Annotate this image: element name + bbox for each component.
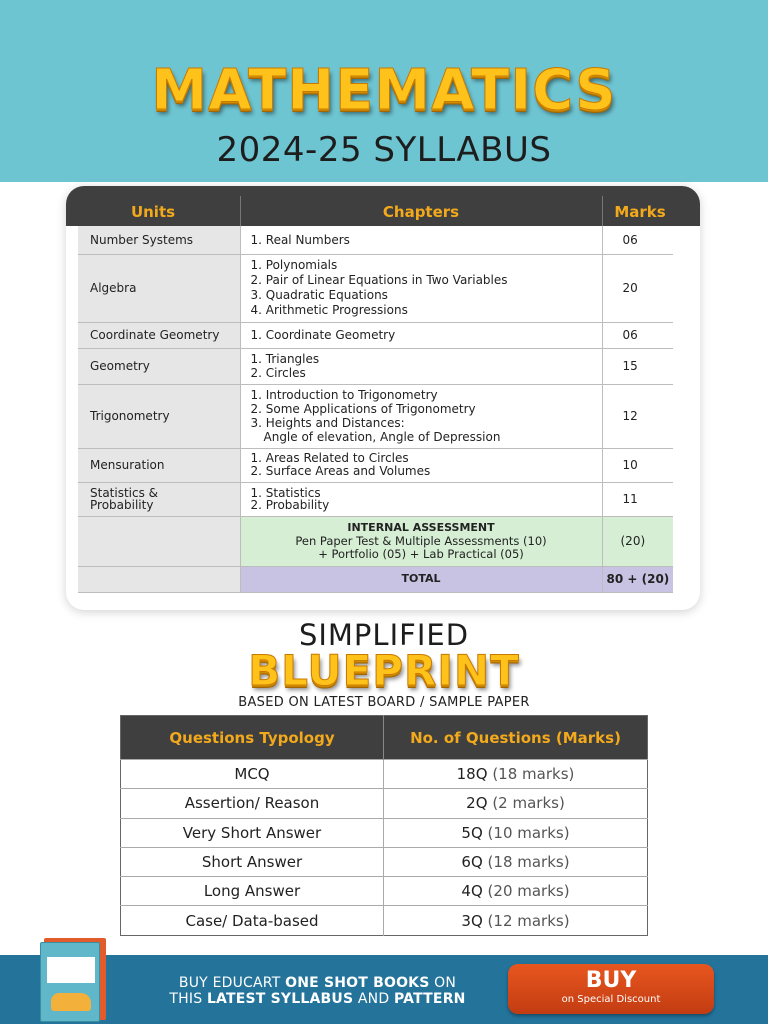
- table-row: [121, 877, 648, 906]
- questions-cell: [384, 906, 648, 935]
- chapters-cell: [240, 254, 602, 322]
- chapter-line: 2. Surface Areas and Volumes: [250, 464, 431, 478]
- blueprint-table: [120, 715, 648, 936]
- typology-cell: Case/ Data-based: [121, 906, 384, 935]
- footer-promo-text: [140, 975, 495, 1007]
- header-band: [0, 0, 768, 182]
- question-count: 3Q: [461, 911, 483, 930]
- footer-text-bold: ONE SHOT BOOKS: [285, 975, 430, 991]
- syllabus-table-header: [66, 186, 700, 226]
- questions-cell: [384, 760, 648, 789]
- chapter-line: 3. Quadratic Equations: [250, 288, 388, 302]
- table-row: [121, 789, 648, 818]
- internal-assessment-title: INTERNAL ASSESSMENT: [347, 521, 495, 534]
- blueprint-header-row: [121, 716, 648, 760]
- internal-assessment-cell: [240, 516, 602, 566]
- questions-cell: [384, 789, 648, 818]
- table-row: [121, 906, 648, 935]
- question-marks: (18 marks): [487, 853, 570, 872]
- total-marks: 80 + (20): [602, 566, 673, 592]
- marks-cell: 12: [602, 384, 673, 448]
- total-label: TOTAL: [240, 566, 602, 592]
- table-row: [121, 760, 648, 789]
- chapters-cell: [240, 226, 602, 254]
- page-title: MATHEMATICS: [151, 58, 617, 123]
- chapter-line: 4. Arithmetic Progressions: [250, 303, 408, 317]
- chapter-line: 1. Statistics: [250, 486, 321, 500]
- unit-cell: Algebra: [78, 254, 240, 322]
- unit-cell: Mensuration: [78, 448, 240, 482]
- marks-cell: 20: [602, 254, 673, 322]
- question-count: 6Q: [461, 853, 483, 872]
- footer-text-segment: THIS: [169, 991, 207, 1007]
- marks-cell: 11: [602, 482, 673, 516]
- typology-cell: Short Answer: [121, 847, 384, 876]
- question-marks: (20 marks): [487, 882, 570, 901]
- buy-button-label: BUY: [585, 968, 637, 993]
- chapter-line: 2. Some Applications of Trigonometry: [250, 402, 476, 416]
- book-car-illustration: [51, 993, 91, 1011]
- internal-assessment-line: Pen Paper Test & Multiple Assessments (10): [295, 534, 547, 548]
- chapter-line: 3. Heights and Distances:: [250, 416, 405, 430]
- table-row: [121, 847, 648, 876]
- chapters-cell: [240, 384, 602, 448]
- question-count: 18Q: [456, 765, 488, 784]
- unit-cell: [78, 482, 240, 516]
- internal-assessment-row: [78, 516, 673, 566]
- chapter-line: 1. Coordinate Geometry: [250, 328, 396, 342]
- footer-line-2: [140, 991, 495, 1007]
- footer-text-segment: ON: [429, 975, 457, 991]
- chapter-line: Angle of elevation, Angle of Depression: [263, 430, 501, 444]
- unit-cell: [78, 516, 240, 566]
- unit-cell: Trigonometry: [78, 384, 240, 448]
- book-cover-icon[interactable]: [40, 938, 108, 1022]
- syllabus-table: [78, 226, 673, 593]
- marks-cell: 10: [602, 448, 673, 482]
- unit-line: Statistics &: [90, 486, 159, 500]
- questions-cell: [384, 847, 648, 876]
- typology-cell: Very Short Answer: [121, 818, 384, 847]
- marks-cell: (20): [602, 516, 673, 566]
- column-header-marks: Marks: [614, 203, 666, 221]
- marks-cell: 06: [602, 226, 673, 254]
- footer-text-segment: BUY EDUCART: [178, 975, 286, 991]
- buy-button[interactable]: [508, 964, 714, 1014]
- internal-assessment-line: + Portfolio (05) + Lab Practical (05): [318, 547, 524, 561]
- column-header-chapters: Chapters: [382, 203, 460, 221]
- chapter-line: 1. Polynomials: [250, 258, 338, 272]
- table-row: [78, 322, 673, 348]
- table-row: [78, 384, 673, 448]
- column-header-units: Units: [130, 203, 176, 221]
- typology-cell: Long Answer: [121, 877, 384, 906]
- blueprint-title: BLUEPRINT: [248, 646, 520, 695]
- footer-text-bold: LATEST SYLLABUS: [206, 991, 354, 1007]
- footer-text-segment: AND: [353, 991, 394, 1007]
- table-row: [78, 254, 673, 322]
- table-row: [78, 482, 673, 516]
- blueprint-title-small: SIMPLIFIED: [298, 618, 470, 652]
- question-count: 2Q: [466, 794, 488, 813]
- chapters-cell: [240, 322, 602, 348]
- total-row: [78, 566, 673, 592]
- question-count: 5Q: [461, 823, 483, 842]
- table-row: [121, 818, 648, 847]
- book-front-cover: [40, 942, 100, 1022]
- table-row: [78, 348, 673, 384]
- chapter-line: 2. Probability: [250, 498, 330, 512]
- unit-cell: Number Systems: [78, 226, 240, 254]
- unit-cell: Coordinate Geometry: [78, 322, 240, 348]
- questions-cell: [384, 818, 648, 847]
- chapter-line: 1. Real Numbers: [250, 232, 350, 247]
- column-header-typology: Questions Typology: [121, 716, 384, 760]
- question-marks: (2 marks): [492, 794, 565, 813]
- unit-line: Probability: [90, 498, 154, 512]
- buy-button-sublabel: on Special Discount: [561, 994, 661, 1005]
- table-row: [78, 226, 673, 254]
- footer-line-1: [140, 975, 495, 991]
- blueprint-note: BASED ON LATEST BOARD / SAMPLE PAPER: [238, 695, 530, 710]
- marks-cell: 15: [602, 348, 673, 384]
- marks-cell: 06: [602, 322, 673, 348]
- typology-cell: Assertion/ Reason: [121, 789, 384, 818]
- chapter-line: 2. Pair of Linear Equations in Two Variables: [250, 273, 508, 287]
- column-header-questions: No. of Questions (Marks): [384, 716, 648, 760]
- footer-text-bold: PATTERN: [393, 991, 466, 1007]
- chapters-cell: [240, 448, 602, 482]
- unit-cell: Geometry: [78, 348, 240, 384]
- chapters-cell: [240, 482, 602, 516]
- page-subtitle: 2024-25 SYLLABUS: [216, 130, 552, 170]
- chapter-line: 1. Triangles: [250, 352, 320, 366]
- table-row: [78, 448, 673, 482]
- typology-cell: MCQ: [121, 760, 384, 789]
- unit-cell: [78, 566, 240, 592]
- chapter-line: 2. Circles: [250, 366, 306, 380]
- questions-cell: [384, 877, 648, 906]
- question-marks: (10 marks): [487, 823, 570, 842]
- book-title-strip: [47, 957, 95, 983]
- syllabus-card: [66, 186, 700, 610]
- question-marks: (12 marks): [487, 911, 570, 930]
- chapters-cell: [240, 348, 602, 384]
- chapter-line: 1. Areas Related to Circles: [250, 451, 409, 465]
- chapter-line: 1. Introduction to Trigonometry: [250, 388, 438, 402]
- question-marks: (18 marks): [492, 765, 575, 784]
- question-count: 4Q: [461, 882, 483, 901]
